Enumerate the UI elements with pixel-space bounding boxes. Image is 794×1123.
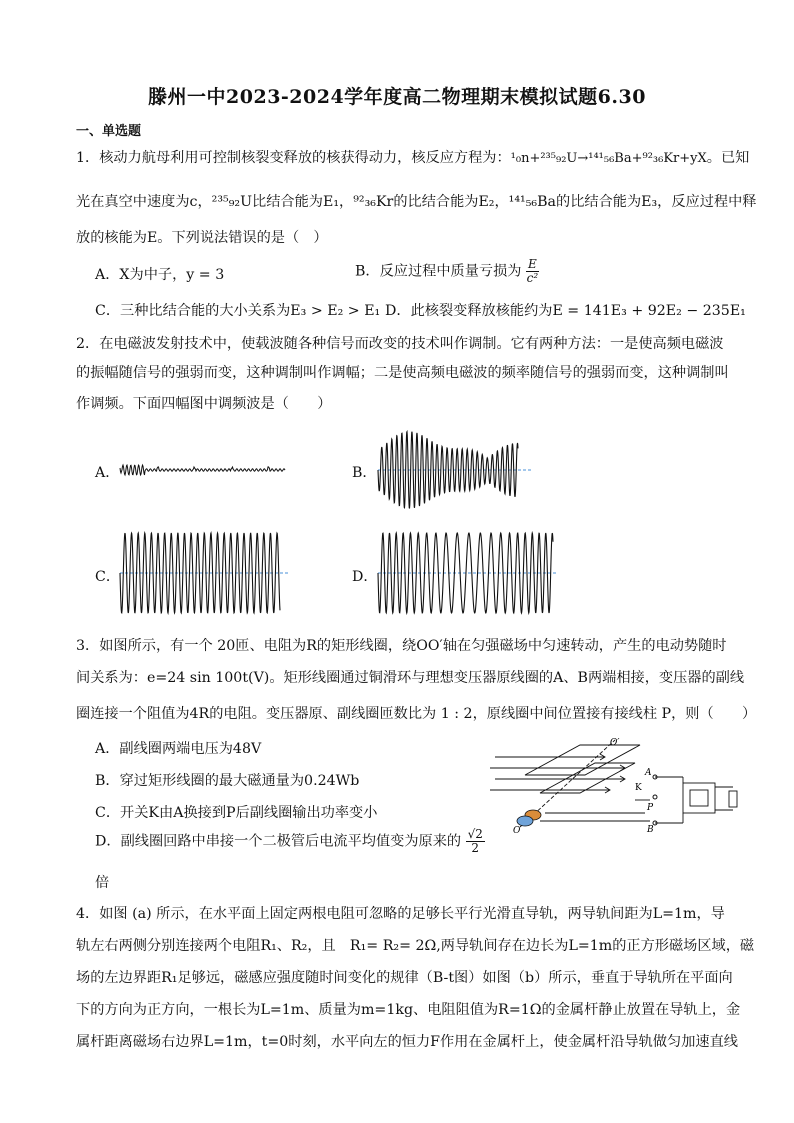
q3-option-a[interactable]: A．副线圈两端电压为48V (95, 741, 262, 757)
fig-label-o-prime: O′ (610, 738, 620, 748)
fig-label-p: P (647, 803, 654, 813)
q2-wave-b (378, 425, 533, 515)
fig-label-b: B (647, 825, 654, 835)
q2-wave-a (120, 440, 290, 500)
q2-line3: 作调频。下面四幅图中调频波是（ ） (76, 396, 332, 412)
section-heading: 一、单选题 (76, 124, 142, 139)
q4-line5: 属杆距离磁场右边界L=1m，t=0时刻，水平向左的恒力F作用在金属杆上，使金属杆沿导轨做匀加速直线 (76, 1034, 738, 1050)
q2-option-c-label[interactable]: C． (95, 569, 121, 585)
q3-option-d-numerator: √2 (467, 827, 483, 841)
q2-option-a-label[interactable]: A． (95, 465, 120, 481)
q1-line1 (76, 148, 749, 169)
page-title: 滕州一中2023-2024学年度高二物理期末模拟试题6.30 (148, 86, 646, 108)
q1-option-a[interactable]: A．X为中子，y = 3 (95, 267, 225, 283)
q2-option-b-label[interactable]: B． (352, 465, 377, 481)
q3-option-d-denominator: 2 (471, 841, 480, 855)
q3-option-d-text: D．副线圈回路中串接一个二极管后电流平均值变为原来的 (95, 833, 462, 850)
q4-line1: 4．如图 (a) 所示，在水平面上固定两根电阻可忽略的足够长平行光滑直导轨，两导轨间距为L=1m，导 (76, 906, 725, 922)
q3-option-d-tail: 倍 (95, 875, 110, 891)
q2-wave-c (120, 528, 290, 618)
fig-label-a: A (645, 768, 652, 778)
q1-option-d[interactable]: D．此核裂变释放核能约为E = 141E₃ + 92E₂ − 235E₁ (385, 303, 746, 319)
q2-line1: 2．在电磁波发射技术中，使载波随各种信号而改变的技术叫作调制。它有两种方法：一是使高频电磁波 (76, 336, 724, 352)
q4-line4: 下的方向为正方向，一根长为L=1m、质量为m=1kg、电阻阻值为R=1Ω的金属杆静止放置在导轨上，金 (76, 1002, 741, 1018)
q3-option-c[interactable]: C．开关K由A换接到P后副线圈输出功率变小 (95, 805, 378, 821)
q3-line3: 圈连接一个阻值为4R的电阻。变压器原、副线圈匝数比为 1 : 2，原线圈中间位置接有接线柱 P，则（ ） (76, 706, 757, 722)
q1-option-b[interactable] (355, 258, 539, 285)
q3-line2: 间关系为：e=24 sin 100t(V)。矩形线圈通过铜滑环与理想变压器原线圈的A、B两端相接，变压器的副线 (76, 670, 745, 686)
q3-option-d-fraction (466, 828, 485, 855)
q2-option-d-label[interactable]: D． (352, 569, 378, 585)
q3-line1: 3．如图所示，有一个 20匝、电阻为R的矩形线圈，绕OO′轴在匀强磁场中匀速转动，产生的电动势随时 (76, 638, 727, 654)
q3-option-d[interactable] (95, 828, 485, 855)
q1-option-b-fraction (526, 258, 539, 285)
q1-stem-text: 1．核动力航母利用可控制核裂变释放的核获得动力，核反应方程为： (76, 150, 511, 166)
q3-coil-transformer-figure (485, 735, 745, 835)
q4-line2: 轨左右两侧分别连接两个电阻R₁、R₂，且 R₁= R₂= 2Ω,两导轨间存在边长为L=1m的正方形磁场区域，磁 (76, 938, 755, 954)
q1-option-b-text: B．反应过程中质量亏损为 (355, 263, 522, 280)
q1-line3: 放的核能为E。下列说法错误的是（ ） (76, 230, 328, 246)
q1-reaction-equation: ¹₀n+²³⁵₉₂U→¹⁴¹₅₆Ba+⁹²₃₆Kr+yX (510, 151, 707, 166)
q1-option-b-denominator: c² (526, 271, 539, 285)
q2-wave-d (378, 528, 558, 618)
q1-stem-tail: 。已知 (706, 150, 750, 166)
q2-line2: 的振幅随信号的强弱而变，这种调制叫作调幅；二是使高频电磁波的频率随信号的强弱而变，这种调制叫 (76, 365, 729, 381)
q1-line2: 光在真空中速度为c，²³⁵₉₂U比结合能为E₁，⁹²₃₆Kr的比结合能为E₂，¹⁴¹₅₆Ba的比结合能为E₃，反应过程中释 (76, 194, 757, 210)
q4-line3: 场的左边界距R₁足够远，磁感应强度随时间变化的规律（B-t图）如图（b）所示，垂直于导轨所在平面向 (76, 970, 733, 986)
fig-label-o: O (513, 826, 521, 836)
q1-option-b-numerator: E (528, 257, 537, 271)
fig-label-k: K (635, 783, 642, 793)
q3-option-b[interactable]: B．穿过矩形线圈的最大磁通量为0.24Wb (95, 773, 360, 789)
q1-option-c[interactable]: C．三种比结合能的大小关系为E₃ > E₂ > E₁ (95, 303, 381, 319)
